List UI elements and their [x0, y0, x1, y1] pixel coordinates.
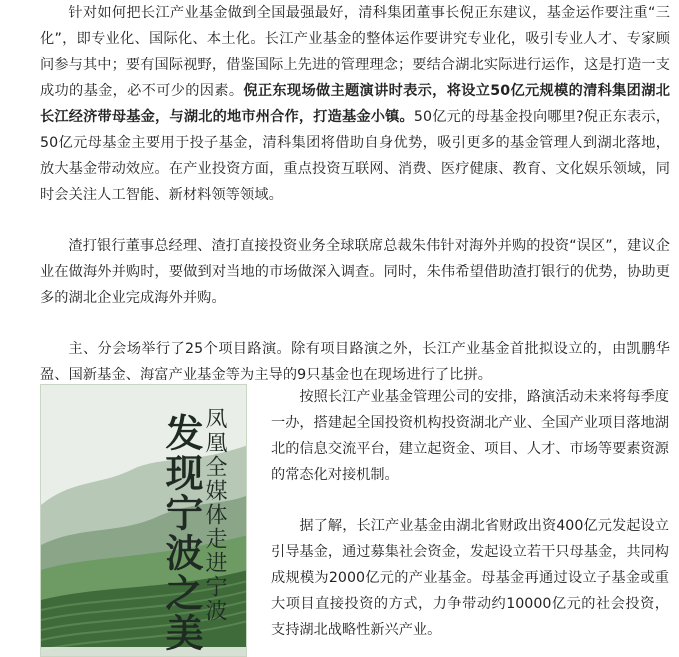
ad-subtitle: 凤凰全媒体走进宁波 [202, 407, 227, 623]
ad-title: 发现宁波之美 [159, 413, 204, 653]
paragraph-5: 据了解，长江产业基金由湖北省财政出资400亿元发起设立引导基金，通过募集社会资金，发起设立若干只母基金，共同构成规模为2000亿元的产业基金。母基金再通过设立子基金或重大项目直接投资的方式，力争带动约10000亿元的社会投资，支持湖北战略性新兴产业。 [271, 518, 669, 638]
article-body [40, 0, 670, 388]
paragraph-1-text: 针对如何把长江产业基金做到全国最强最好，清科集团董事长倪正东建议，基金运作要注重“三化”，即专业化、国际化、本土化。长江产业基金的整体运作要讲究专业化，吸引专业人才、专家顾问参与其中；要有国际视野，借鉴国际上先进的管理理念；要结合湖北实际进行运作，这是打造一支成功的基金，必不可少的因素。 [40, 5, 670, 99]
ad-banner[interactable] [40, 384, 247, 657]
paragraph-1-bold-text: 倪正东现场做主题演讲时表示，将设立50亿元规模的清科集团湖北长江经济带母基金，与湖北的地市州合作，打造基金小镇。 [40, 83, 671, 125]
paragraph-3: 主、分会场举行了25个项目路演。除有项目路演之外，长江产业基金首批拟设立的，由凯鹏华盈、国新基金、海富产业基金等为主导的9只基金也在现场进行了比拼。 [40, 341, 670, 383]
right-column [271, 384, 669, 643]
paragraph-1 [40, 0, 670, 208]
paragraph-2: 渣打银行董事总经理、渣打直接投资业务全球联席总裁朱伟针对海外并购的投资“误区”，建议企业在做海外并购时，要做到对当地的市场做深入调查。同时，朱伟希望借助渣打银行的优势，协助更多的湖北企业完成海外并购。 [40, 238, 670, 306]
paragraph-1-tail-text: 50亿元的母基金投向哪里?倪正东表示，50亿元母基金主要用于投子基金，清科集团将借助自身优势，吸引更多的基金管理人到湖北落地，放大基金带动效应。在产业投资方面，重点投资互联网、消费、医疗健康、教育、文化娱乐领域，同时会关注人工智能、新材料领等领域。 [40, 109, 670, 203]
paragraph-4: 按照长江产业基金管理公司的安排，路演活动未来将每季度一办，搭建起全国投资机构投资湖北产业、全国产业项目落地湖北的信息交流平台，建立起资金、项目、人才、市场等要素资源的常态化对接机制。 [271, 389, 669, 483]
